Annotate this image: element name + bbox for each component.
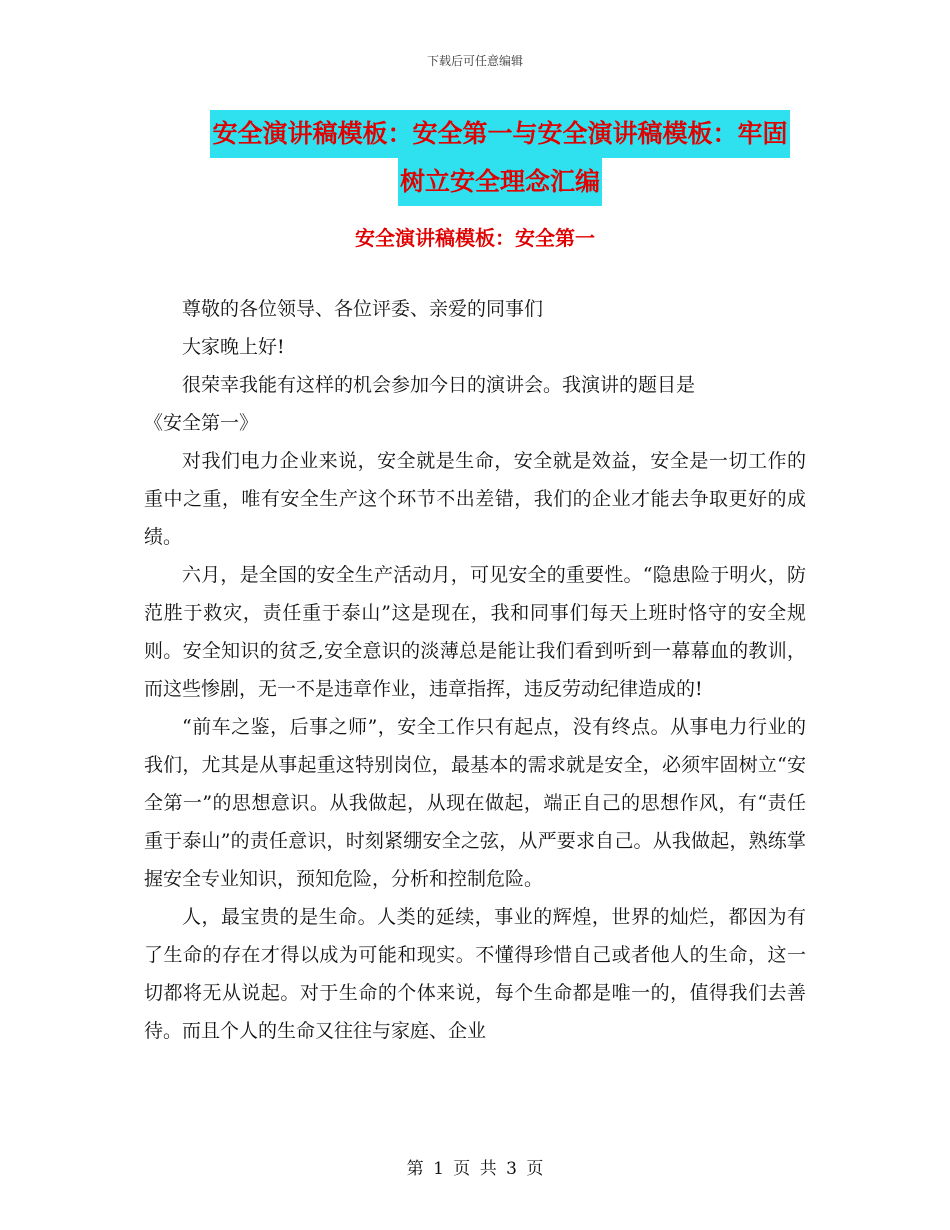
paragraph: 尊敬的各位领导、各位评委、亲爱的同事们 [182, 298, 544, 320]
paragraph: 对我们电力企业来说，安全就是生命，安全就是效益，安全是一切工作的重中之重，唯有安全生产这个环节不出差错，我们的企业才能去争取更好的成绩。 [144, 450, 806, 548]
page-footer: 第 1 页 共 3 页 [406, 1159, 544, 1179]
paragraph: 很荣幸我能有这样的机会参加今日的演讲会。我演讲的题目是 [182, 374, 696, 396]
title-line-1: 安全演讲稿模板：安全第一与安全演讲稿模板：牢固 [210, 110, 789, 158]
paragraph: 人，最宝贵的是生命。人类的延续，事业的辉煌，世界的灿烂，都因为有了生命的存在才得以成为可能和现实。不懂得珍惜自己或者他人的生命，这一切都将无从说起。对于生命的个体来说，每个生命都是唯一的，值得我们去善待。而且个人的生命又往往与家庭、企业 [144, 906, 806, 1042]
paragraph: “前车之鉴，后事之师”，安全工作只有起点，没有终点。从事电力行业的我们，尤其是从事起重这特别岗位，最基本的需求就是安全，必须牢固树立“安全第一”的思想意识。从我做起，从现在做起，端正自己的思想作风，有“责任重于泰山”的责任意识，时刻紧绷安全之弦，从严要求自己。从我做起，熟练掌握安全专业知识，预知危险，分析和控制危险。 [144, 716, 806, 890]
header-note: 下载后可任意编辑 [426, 54, 523, 68]
document-title [190, 110, 810, 206]
title-line-2: 树立安全理念汇编 [398, 158, 602, 206]
paragraph: 六月，是全国的安全生产活动月，可见安全的重要性。“隐患险于明火，防范胜于救灾，责任重于泰山”这是现在，我和同事们每天上班时恪守的安全规则。安全知识的贫乏,安全意识的淡薄总是能让我们看到听到一幕幕血的教训，而这些惨剧，无一不是违章作业，违章指挥，违反劳动纪律造成的! [144, 564, 806, 700]
document-body [144, 290, 806, 1050]
section-heading: 安全演讲稿模板：安全第一 [355, 226, 595, 250]
paragraph: 《安全第一》 [144, 412, 259, 434]
paragraph: 大家晚上好! [182, 336, 285, 358]
